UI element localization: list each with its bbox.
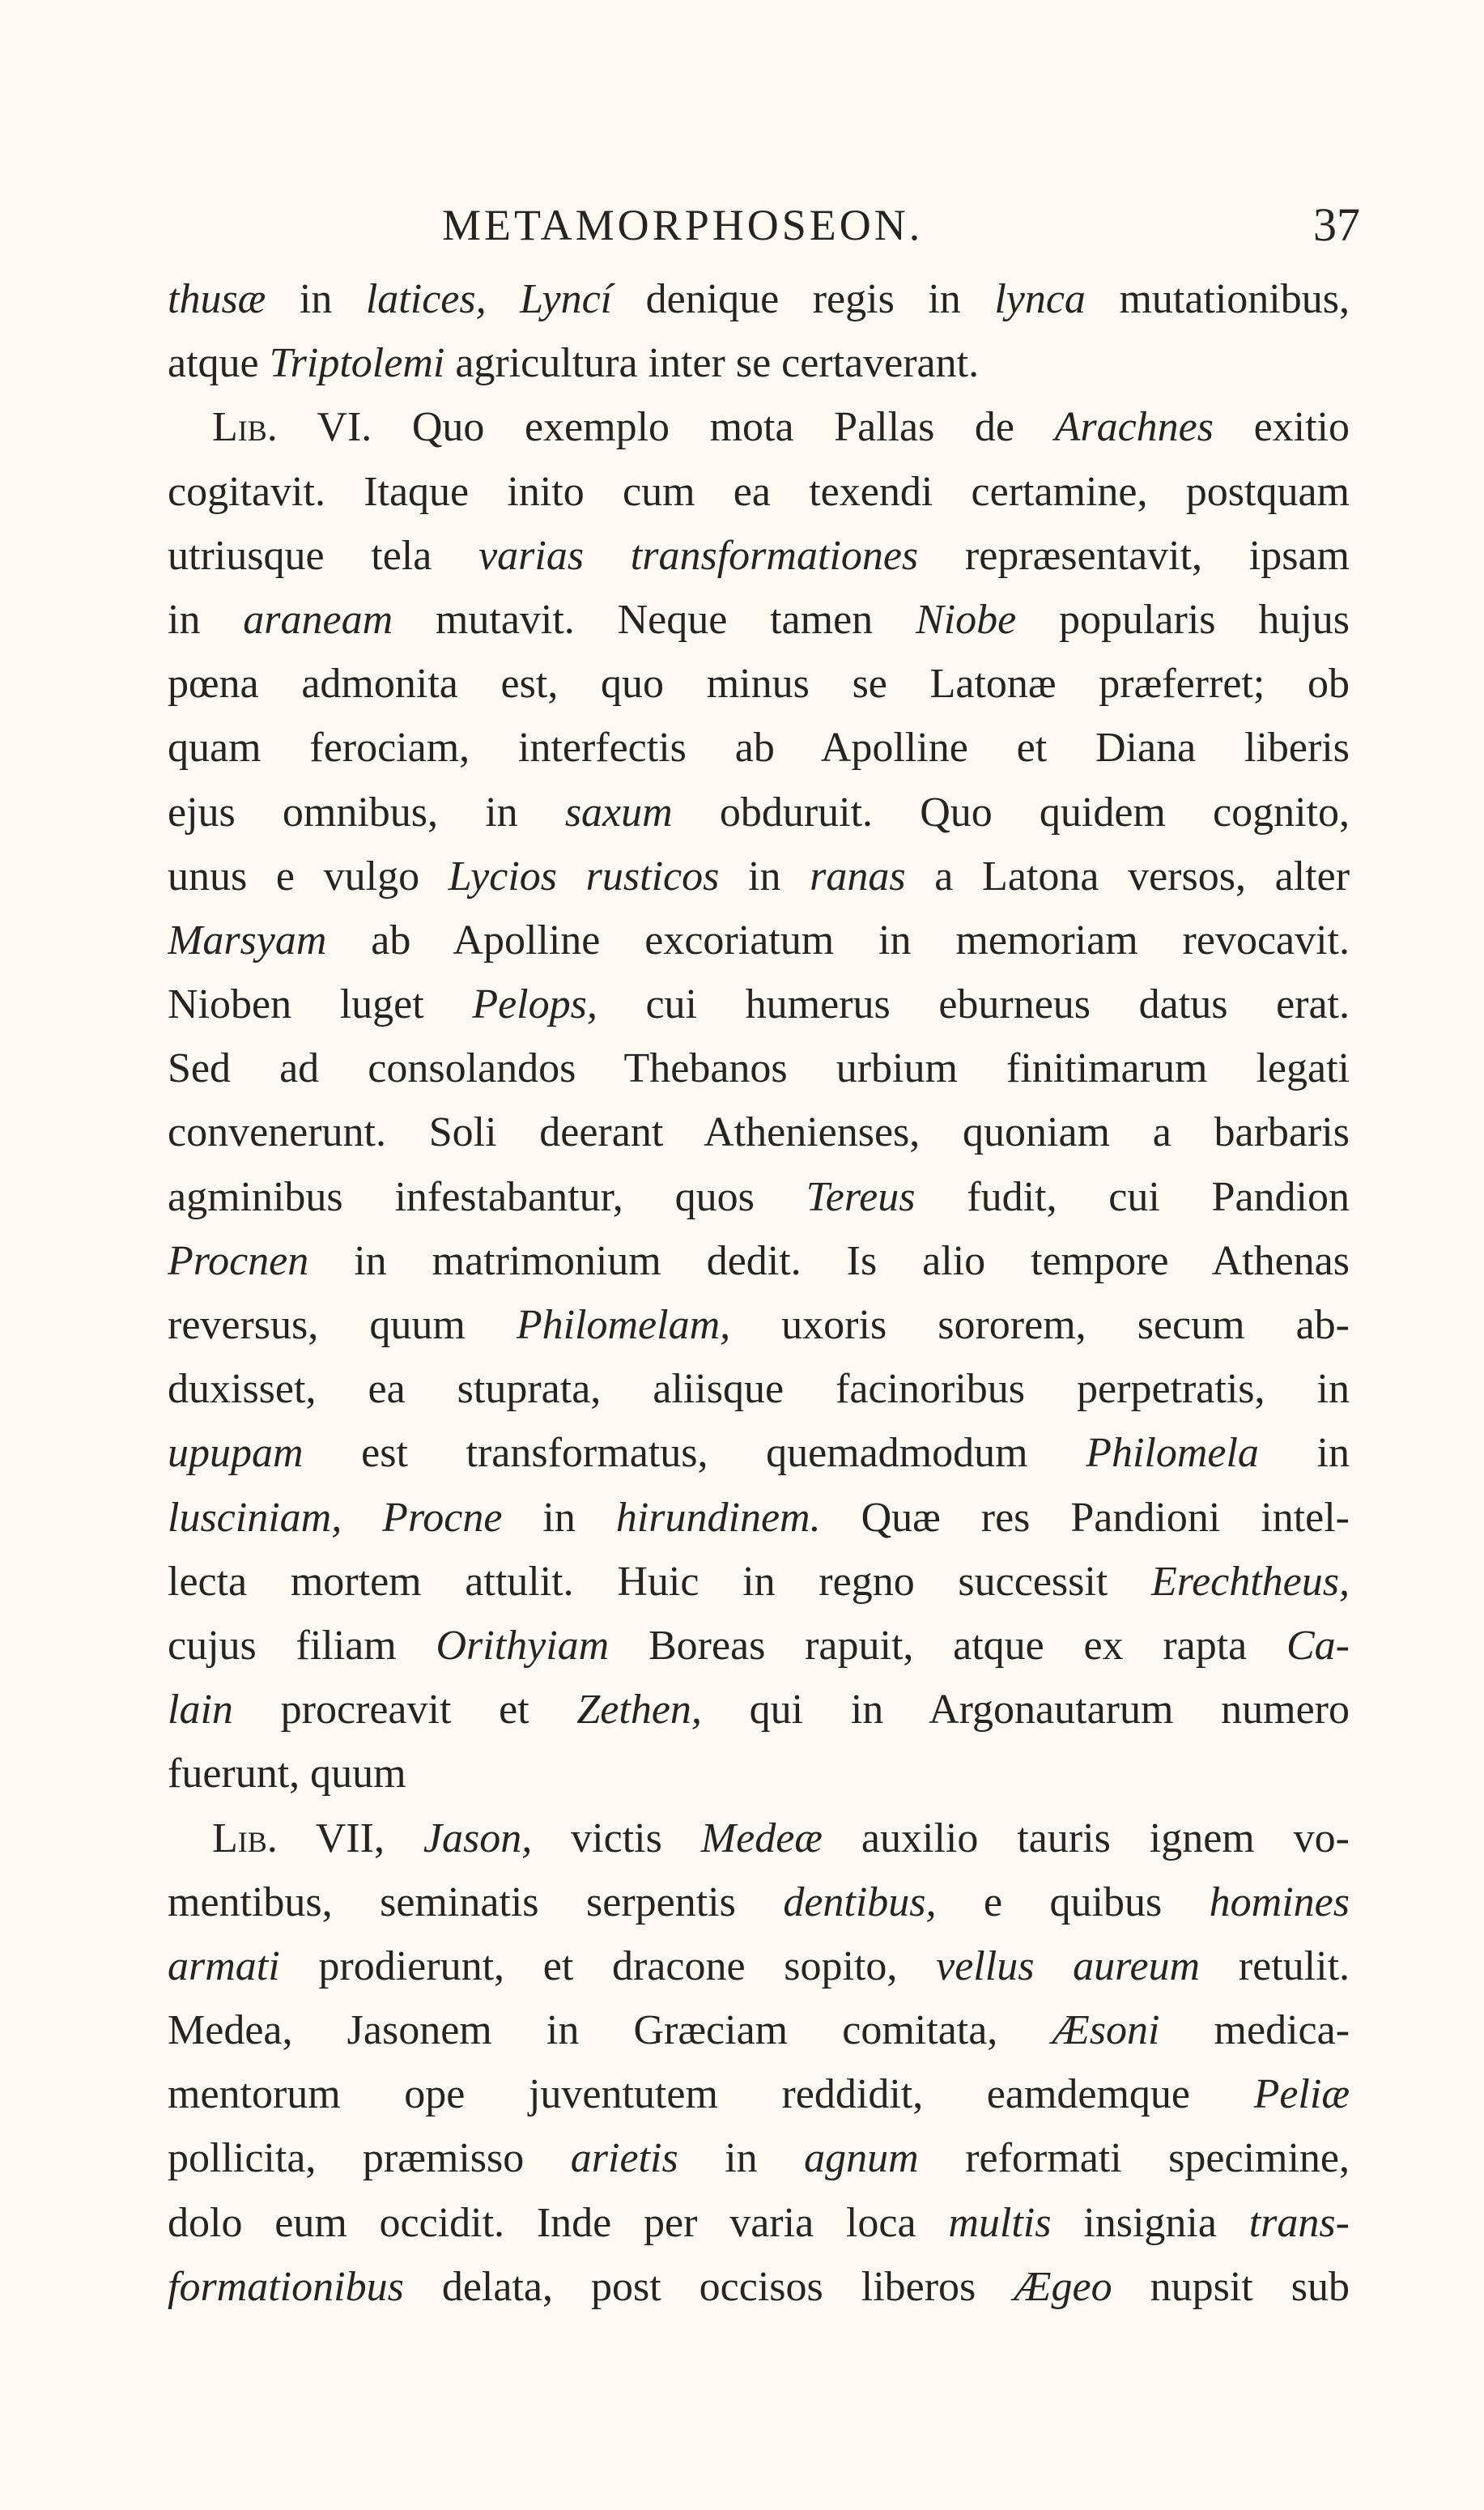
text-run: reformati specimine, xyxy=(918,2135,1350,2182)
text-line xyxy=(168,652,1350,716)
text-run: ejus omnibus, in xyxy=(168,789,565,836)
italic-term: Ca- xyxy=(1286,1622,1350,1669)
text-line xyxy=(168,1229,1350,1293)
italic-term: dentibus, xyxy=(783,1878,937,1925)
text-line xyxy=(168,1806,1350,1870)
text-line xyxy=(168,1293,1350,1357)
italic-term: thusæ xyxy=(168,276,266,322)
text-run: prodierunt, et dracone sopito, xyxy=(279,1942,937,1989)
italic-term: lusciniam, Procne xyxy=(168,1494,503,1541)
running-title: METAMORPHOSEON. xyxy=(442,201,924,249)
text-line xyxy=(168,1614,1350,1678)
text-run: in matrimonium dedit. Is alio tempore Athenas xyxy=(308,1237,1350,1284)
italic-term: Lycios rusticos xyxy=(448,853,720,900)
italic-term: Marsyam xyxy=(168,917,327,964)
italic-term: homines xyxy=(1209,1878,1350,1925)
italic-term: ranas xyxy=(810,853,906,900)
text-run: mutationibus, xyxy=(1085,276,1350,322)
italic-term: Niobe xyxy=(915,596,1017,643)
text-run: agminibus infestabantur, quos xyxy=(168,1173,806,1220)
text-run: ab Apolline excoriatum in memoriam revocavit. xyxy=(326,917,1350,964)
text-line xyxy=(168,588,1350,652)
italic-term: latices, Lyncí xyxy=(365,276,613,322)
text-run: exitio xyxy=(1214,404,1350,451)
italic-term: agnum xyxy=(804,2135,919,2182)
text-run: victis xyxy=(532,1814,701,1861)
running-head xyxy=(162,193,1360,257)
text-run: VII, xyxy=(277,1814,423,1861)
italic-term: Procnen xyxy=(168,1237,309,1284)
text-run: e quibus xyxy=(936,1878,1210,1925)
text-run: medica- xyxy=(1159,2007,1350,2054)
text-run: Medea, Jasonem in Græciam comitata, xyxy=(168,2007,1052,2054)
text-run: quam ferociam, interfectis ab Apolline et Diana liberis xyxy=(168,725,1350,772)
italic-term: Arachnes xyxy=(1054,404,1214,451)
text-run: dolo eum occidit. Inde per varia loca xyxy=(168,2199,949,2246)
italic-term: lynca xyxy=(994,276,1086,322)
text-line xyxy=(168,781,1350,844)
italic-term: varias transformationes xyxy=(478,532,919,579)
text-run: procreavit et xyxy=(232,1687,577,1734)
italic-term: Peliæ xyxy=(1253,2071,1350,2118)
italic-term: Æsoni xyxy=(1052,2007,1160,2054)
text-run: in xyxy=(678,2135,805,2182)
text-run: nupsit sub xyxy=(1112,2263,1350,2310)
italic-term: Triptolemi xyxy=(269,340,445,387)
italic-term: Pelops, xyxy=(472,981,597,1028)
text-line xyxy=(168,2255,1350,2319)
page-number: 37 xyxy=(1313,198,1360,251)
text-line xyxy=(168,2191,1350,2255)
text-line xyxy=(168,331,1350,395)
text-run: pœna admonita est, quo minus se Latonæ præferret; ob xyxy=(168,661,1350,708)
text-run: VI. Quo exemplo mota Pallas de xyxy=(277,404,1055,451)
text-line xyxy=(168,1165,1350,1229)
text-line xyxy=(168,1357,1350,1421)
text-run: mutavit. Neque tamen xyxy=(393,596,916,643)
text-run: Sed ad consolandos Thebanos urbium finitimarum legati xyxy=(168,1045,1350,1092)
text-line xyxy=(168,460,1350,524)
text-run: Nioben luget xyxy=(168,981,473,1028)
text-run: duxisset, ea stuprata, aliisque facinoribus perpetratis, in xyxy=(168,1366,1350,1413)
text-run: atque xyxy=(168,340,270,387)
text-run: repræsentavit, ipsam xyxy=(918,532,1350,579)
text-run: cujus filiam xyxy=(168,1622,436,1669)
text-run: convenerunt. Soli deerant Athenienses, quoniam a barbaris xyxy=(168,1109,1350,1156)
italic-term: Zethen, xyxy=(576,1687,702,1734)
italic-term: multis xyxy=(948,2199,1052,2246)
text-run: reversus, quum xyxy=(168,1302,517,1348)
text-run: auxilio tauris ignem vo- xyxy=(822,1814,1350,1861)
text-run: retulit. xyxy=(1200,1942,1350,1989)
italic-term: Ægeo xyxy=(1014,2263,1112,2310)
text-line xyxy=(168,1100,1350,1164)
text-run: cogitavit. Itaque inito cum ea texendi certamine, postquam xyxy=(168,468,1350,515)
text-line xyxy=(168,1870,1350,1934)
text-line xyxy=(168,2062,1350,2126)
italic-term: Jason, xyxy=(423,1814,533,1861)
text-run: popularis hujus xyxy=(1016,596,1350,643)
italic-term: Orithyiam xyxy=(436,1622,610,1669)
italic-term: hirundinem. xyxy=(615,1494,821,1541)
text-line xyxy=(168,972,1350,1036)
text-run: est transformatus, quemadmodum xyxy=(303,1430,1086,1477)
text-line xyxy=(168,1678,1350,1742)
text-line xyxy=(168,1998,1350,2062)
text-run: lecta mortem attulit. Huic in regno successit xyxy=(168,1558,1151,1605)
text-run: in xyxy=(719,853,810,900)
text-run: denique regis in xyxy=(612,276,995,322)
italic-term: saxum xyxy=(564,789,673,836)
italic-term: araneam xyxy=(243,596,393,643)
text-line xyxy=(168,1421,1350,1485)
italic-term: Philomela xyxy=(1086,1430,1259,1477)
text-run: uxoris sororem, secum ab- xyxy=(730,1302,1350,1348)
text-line xyxy=(168,716,1350,780)
text-run: fuerunt, quum xyxy=(168,1751,406,1797)
text-run: insignia xyxy=(1051,2199,1249,2246)
text-run: a Latona versos, alter xyxy=(905,853,1350,900)
italic-term: lain xyxy=(168,1687,233,1734)
text-run: in xyxy=(168,596,244,643)
italic-term: Philomelam, xyxy=(516,1302,731,1348)
italic-term: Erechtheus, xyxy=(1151,1558,1350,1605)
text-run: pollicita, præmisso xyxy=(168,2135,571,2182)
text-line xyxy=(168,844,1350,908)
text-line xyxy=(168,524,1350,588)
text-run: obduruit. Quo quidem cognito, xyxy=(672,789,1350,836)
text-line xyxy=(168,1486,1350,1550)
body-text xyxy=(168,267,1350,2319)
text-line xyxy=(168,1036,1350,1100)
italic-term: upupam xyxy=(168,1430,304,1477)
text-run: unus e vulgo xyxy=(168,853,449,900)
text-line xyxy=(168,1742,1350,1806)
text-run: mentorum ope juventutem reddidit, eamdemque xyxy=(168,2071,1254,2118)
italic-term: formationibus xyxy=(168,2263,404,2310)
text-line xyxy=(168,395,1350,459)
italic-term: Medeæ xyxy=(700,1814,823,1861)
text-line xyxy=(168,1934,1350,1998)
text-run: qui in Argonautarum numero xyxy=(701,1687,1350,1734)
text-line xyxy=(168,267,1350,331)
text-run: Lib. xyxy=(212,404,278,451)
text-run: agricultura inter se certaverant. xyxy=(444,340,980,387)
italic-term: armati xyxy=(168,1942,280,1989)
text-run: fudit, cui Pandion xyxy=(915,1173,1350,1220)
text-line xyxy=(168,1550,1350,1614)
text-run: Boreas rapuit, atque ex rapta xyxy=(609,1622,1286,1669)
text-run: delata, post occisos liberos xyxy=(403,2263,1014,2310)
text-run: utriusque tela xyxy=(168,532,479,579)
italic-term: arietis xyxy=(570,2135,678,2182)
text-line xyxy=(168,908,1350,972)
italic-term: Tereus xyxy=(806,1173,916,1220)
text-run: in xyxy=(266,276,366,322)
text-run: Lib. xyxy=(212,1814,278,1861)
text-run: in xyxy=(1258,1430,1350,1477)
text-run: cui humerus eburneus datus erat. xyxy=(597,981,1350,1028)
italic-term: vellus aureum xyxy=(936,1942,1201,1989)
text-line xyxy=(168,2126,1350,2190)
text-run: in xyxy=(502,1494,616,1541)
text-run: mentibus, seminatis serpentis xyxy=(168,1878,784,1925)
text-run: Quæ res Pandioni intel- xyxy=(820,1494,1350,1541)
italic-term: trans- xyxy=(1248,2199,1350,2246)
